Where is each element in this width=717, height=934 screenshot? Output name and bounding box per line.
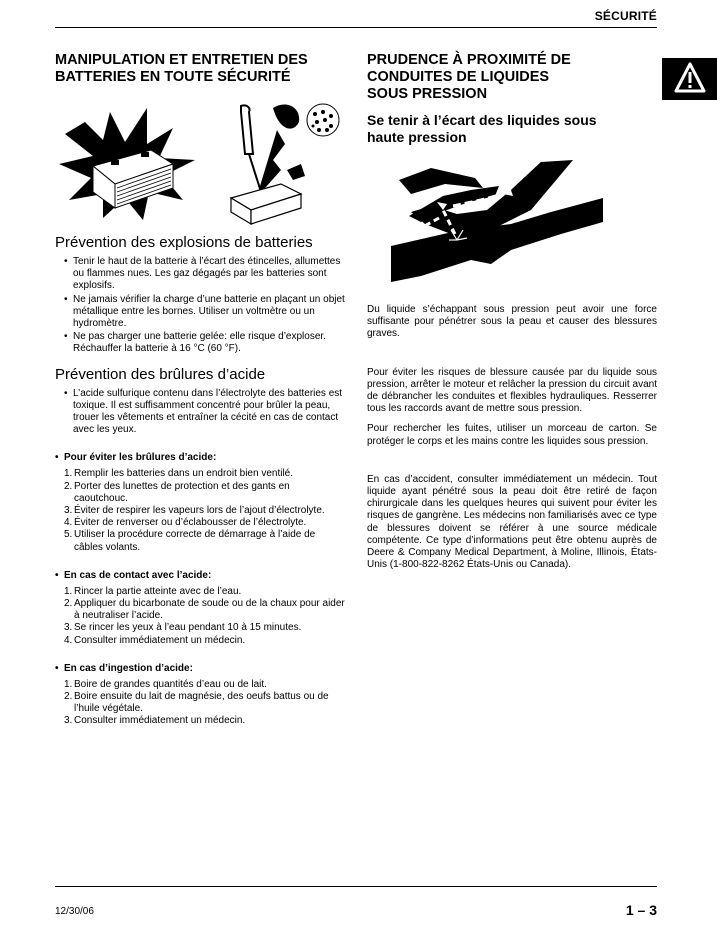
ingestion-steps [64,679,345,728]
list-item: 1. Boire de grandes quantités d’eau ou de lait. [64,678,267,690]
list-item: 1. Remplir les batteries dans un endroit bien ventilé. [64,468,294,480]
battery-title: MANIPULATION ET ENTRETIEN DES BATTERIES EN TOUTE SÉCURITÉ [55,52,308,85]
list-item: • Ne jamais vérifier la charge d’une batterie en plaçant un objet métallique entre les bornes. Utiliser un voltmètre ou un hydromètre. [64,294,345,331]
contact-heading: • En cas de contact avec l’acide: [55,570,345,582]
pressure-title: PRUDENCE À PROXIMITÉ DE CONDUITES DE LIQUIDES SOUS PRESSION [367,52,571,102]
paragraph: Pour éviter les risques de blessure causée par du liquide sous pression, arrêter le moteur et relâcher la pression du circuit avant de débrancher les conduites et flexibles hydrauliques. Resserrer tous les raccords avant de mettre sous pression. [367,366,657,415]
battery-illustrations [55,100,345,228]
ingestion-heading: • En cas d’ingestion d’acide: [55,663,345,675]
paragraph: En cas d’accident, consulter immédiatement un médecin. Tout liquide ayant pénétré sous la peau doit être retiré de façon chirurgicale dans les quelques heures qui suivent pour éviter les risques de gangrène. Les médecins non familiarisés avec ce type de blessures doivent se référer à une source médicale compétente. Ce type d’informations peut être obtenu auprès de Deere & Company Medical Department, à Moline, Illinois, États-Unis (1-800-822-8262 États-Unis ou Canada). [367,473,657,571]
list-item: 4. Éviter de renverser ou d’éclabousser de l’électrolyte. [64,517,307,529]
list-item: 3. Éviter de respirer les vapeurs lors de l’ajout d’électrolyte. [64,505,325,517]
warning-triangle-icon [674,62,706,94]
list-item: • Ne pas charger une batterie gelée: elle risque d’exploser. Réchauffer la batterie à 16 °C (60 °F). [64,331,345,355]
list-item: 5. Utiliser la procédure correcte de démarrage à l’aide de câbles volants. [64,529,316,553]
battery-explosion-illustration [55,100,205,228]
warning-tab [662,58,717,100]
paragraph: Du liquide s’échappant sous pression peut avoir une force suffisante pour pénétrer sous la peau et causer des blessures graves. [367,304,657,340]
battery-safety-column [55,52,345,728]
list-item: 1. Rincer la partie atteinte avec de l’eau. [64,585,242,597]
list-item: 3. Se rincer les yeux à l’eau pendant 10 à 15 minutes. [64,622,302,634]
header-divider [55,27,657,28]
section-label: SÉCURITÉ [594,9,657,23]
pressure-safety-column [367,52,657,571]
list-item: 2. Appliquer du bicarbonate de soude ou de la chaux pour aider à neutraliser l’acide. [64,598,345,622]
page-number: 1 – 3 [625,902,657,918]
pressure-subtitle: Se tenir à l’écart des liquides sous haute pression [367,112,597,145]
list-item: • L’acide sulfurique contenu dans l’électrolyte des batteries est toxique. Il est suffisamment concentré pour brûler la peau, trouer les vêtements et entraîner la cécité en cas de contact avec les yeux. [64,388,345,437]
footer-divider [55,886,657,887]
hand-hose-illustration [391,160,603,288]
acid-list [64,388,345,437]
contact-steps [64,586,345,647]
avoid-burns-heading: • Pour éviter les brûlures d’acide: [55,452,345,464]
list-item: • Tenir le haut de la batterie à l’écart des étincelles, allumettes ou flammes nues. Les gaz dégagés par les batteries sont explosifs. [64,256,345,293]
paragraph: Pour rechercher les fuites, utiliser un morceau de carton. Se protéger le corps et les mains contre les liquides sous pression. [367,423,657,447]
pressure-illustration-wrap [367,160,657,300]
list-item: 2. Porter des lunettes de protection et des gants en caoutchouc. [64,480,290,504]
list-item: 4. Consulter immédiatement un médecin. [64,634,246,646]
explosions-heading: Prévention des explosions de batteries [55,234,313,251]
avoid-burns-steps [64,468,345,553]
footer-date: 12/30/06 [55,906,94,917]
explosions-list [64,256,345,356]
list-item: 3. Consulter immédiatement un médecin. [64,715,246,727]
acid-heading: Prévention des brûlures d’acide [55,365,266,383]
list-item: 2. Boire ensuite du lait de magnésie, des oeufs battus ou de l’huile végétale. [64,691,329,715]
battery-acid-illustration [227,100,345,228]
